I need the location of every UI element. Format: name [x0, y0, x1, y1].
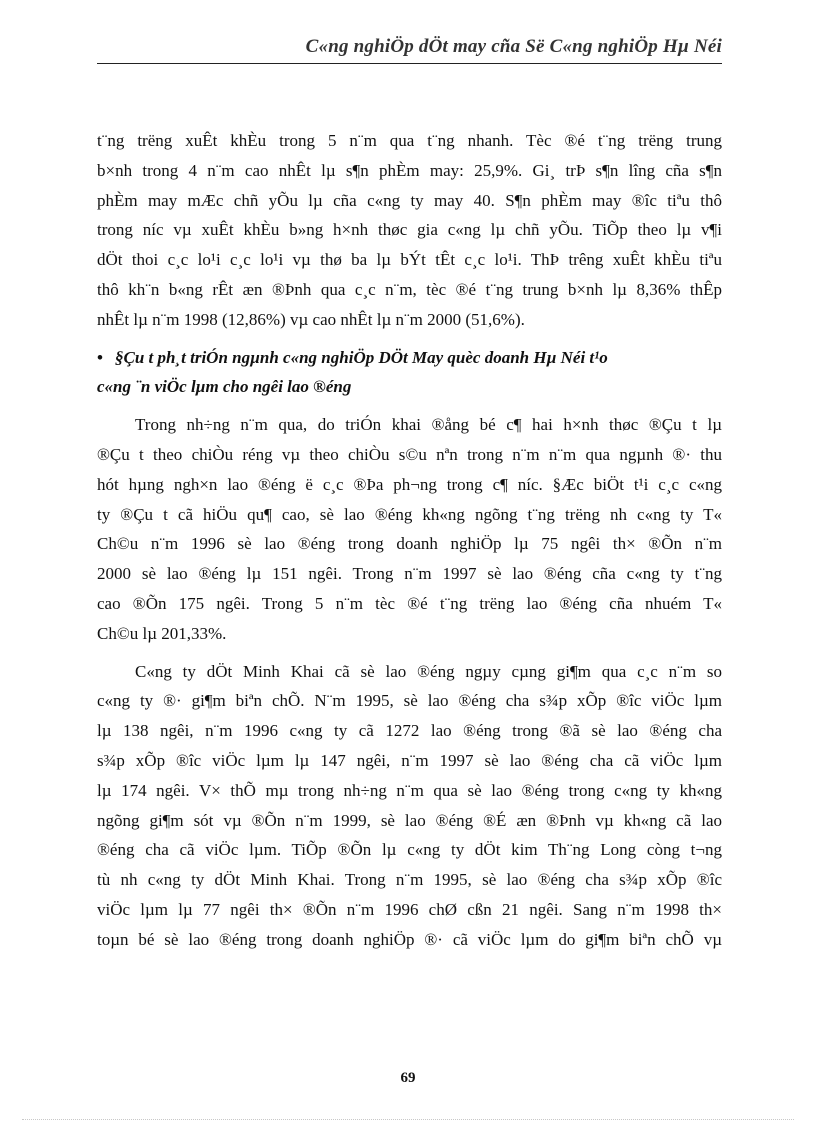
text-line: trong níc vµ xuÊt khÈu b»ng h×nh thøc gia c«ng lµ chñ yÕu. TiÕp theo lµ v¶i [97, 220, 722, 240]
text-line: tù nh c«ng ty dÖt Minh Khai. Trong n¨m 1995, sè lao ®éng cha s¾p xÕp ®îc [97, 870, 722, 890]
bullet-heading [97, 343, 722, 403]
text-line: s¾p xÕp ®îc viÖc lµm lµ 147 ngêi, n¨m 1997 sè lao ®éng cha cã viÖc lµm [97, 750, 722, 770]
text-line: thô kh¨n b«ng rÊt æn ®Þnh qua c¸c n¨m, tèc ®é t¨ng trung b×nh lµ 8,36% thÊp [97, 279, 722, 299]
text-line: t¨ng trëng xuÊt khÈu trong 5 n¨m qua t¨ng nhanh. Tèc ®é t¨ng trëng trung [97, 131, 722, 150]
heading-line [97, 343, 722, 373]
text-line: hót hµng ngh×n lao ®éng ë c¸c ®Þa ph¬ng trong c¶ níc. §Æc biÖt t¹i c¸c c«ng [97, 474, 722, 494]
header-rule [97, 63, 722, 64]
paragraph [97, 657, 722, 955]
text-line: dÖt thoi c¸c lo¹i c¸c lo¹i vµ thø ba lµ bÝt tÊt c¸c lo¹i. ThÞ trêng xuÊt khÈu tiªu [97, 250, 722, 270]
text-line: Trong nh÷ng n¨m qua, do triÓn khai ®ång bé c¶ hai h×nh thøc ®Çu t lµ [135, 415, 722, 435]
text-line: C«ng ty dÖt Minh Khai cã sè lao ®éng ngµy cµng gi¶m qua c¸c n¨m so [135, 661, 722, 681]
text-line: phÈm may mÆc chñ yÕu lµ cña c«ng ty may 40. S¶n phÈm may ®îc tiªu thô [97, 190, 722, 210]
text-line: nhÊt lµ n¨m 1998 (12,86%) vµ cao nhÊt lµ n¨m 2000 (51,6%). [97, 309, 525, 329]
bullet-icon: • [97, 347, 103, 367]
heading-line: c«ng ¨n viÖc lµm cho ngêi lao ®éng [97, 377, 352, 397]
text-line: cao ®Õn 175 ngêi. Trong 5 n¨m tèc ®é t¨ng trëng lao ®éng cña nhuém T« [97, 593, 722, 613]
text-line: Ch©u lµ 201,33%. [97, 623, 227, 643]
text-line: viÖc lµm lµ 77 ngêi th× ®Õn n¨m 1996 chØ cßn 21 ngêi. Sang n¨m 1998 th× [97, 899, 722, 919]
text-line: c«ng ty ®· gi¶m biªn chÕ. N¨m 1995, sè lao ®éng cha s¾p xÕp ®îc viÖc lµm [97, 691, 722, 711]
text-line: ®Çu t theo chiÒu réng vµ theo chiÒu s©u nªn trong n¨m n¨m qua ngµnh ®· thu [97, 444, 722, 464]
paragraph [97, 126, 722, 335]
text-line: ty ®Çu t cã hiÖu qu¶ cao, sè lao ®éng kh«ng ngõng t¨ng trëng nh c«ng ty T« [97, 504, 722, 524]
bottom-divider [22, 1119, 794, 1120]
text-line: 2000 sè lao ®éng lµ 151 ngêi. Trong n¨m 1997 sè lao ®éng cña c«ng ty t¨ng [97, 564, 722, 584]
text-line: ngõng gi¶m sót vµ ®Õn n¨m 1999, sè lao ®éng ®É æn ®Þnh vµ kh«ng cã lao [97, 810, 722, 830]
running-header: C«ng nghiÖp dÖt may cña Së C«ng nghiÖp Hµ Néi [305, 36, 722, 57]
text-line: toµn bé sè lao ®éng trong doanh nghiÖp ®· cã viÖc lµm do gi¶m biªn chÕ vµ [97, 929, 722, 949]
paragraph [97, 410, 722, 648]
text-line: b×nh trong 4 n¨m cao nhÊt lµ s¶n phÈm may: 25,9%. Gi¸ trÞ s¶n lîng cña s¶n [97, 160, 722, 180]
page-body [97, 126, 722, 955]
heading-text: §Çu t ph¸t triÓn ngµnh c«ng nghiÖp DÖt May quèc doanh Hµ Néi t¹o [115, 347, 608, 367]
text-line: lµ 138 ngêi, n¨m 1996 c«ng ty cã 1272 lao ®éng trong ®ã sè lao ®éng cha [97, 721, 722, 741]
page-number: 69 [400, 1070, 416, 1086]
text-line: lµ 174 ngêi. V× thÕ mµ trong nh÷ng n¨m qua sè lao ®éng trong c«ng ty kh«ng [97, 780, 722, 800]
text-line: Ch©u n¨m 1996 sè lao ®éng trong doanh nghiÖp lµ 75 ngêi th× ®Õn n¨m [97, 534, 722, 554]
text-line: ®éng cha cã viÖc lµm. TiÕp ®Õn lµ c«ng ty dÖt kim Th¨ng Long còng t¬ng [97, 840, 722, 860]
